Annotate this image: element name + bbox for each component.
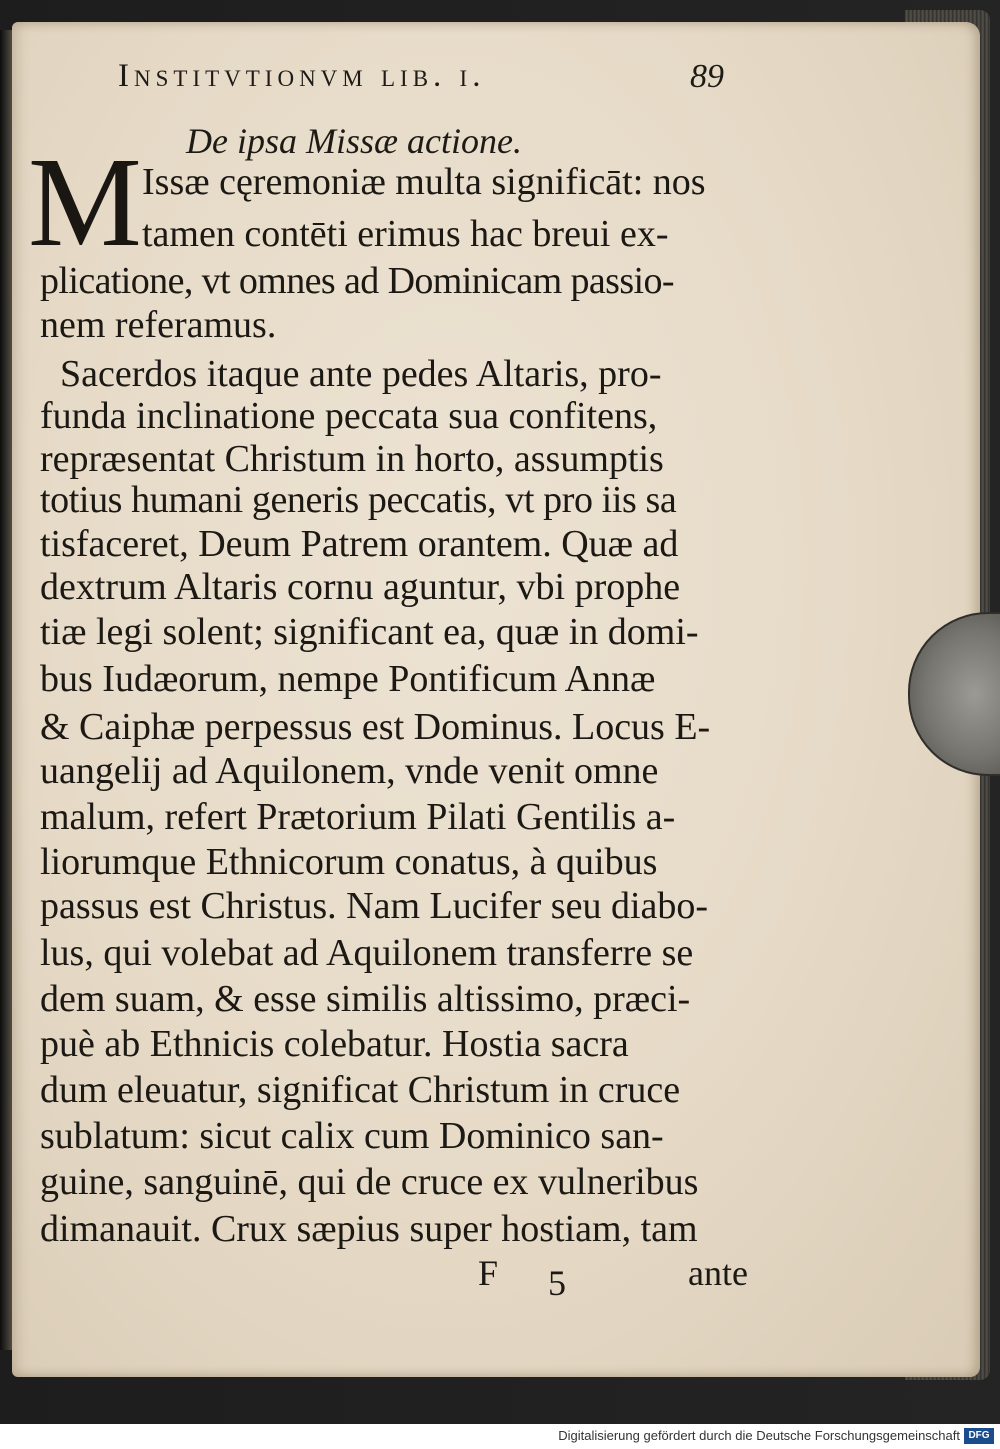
text-line: & Caiphæ perpessus est Dominus. Locus E- (40, 706, 711, 748)
funding-credit: Digitalisierung gefördert durch die Deutsche Forschungsgemeinschaft (558, 1428, 960, 1443)
text-line: tiæ legi solent; significant ea, quæ in domi- (40, 611, 699, 653)
running-title: Institvtionvm lib. i. (118, 58, 486, 94)
text-line: lus, qui volebat ad Aquilonem transferre se (40, 932, 694, 974)
dfg-logo: DFG (964, 1428, 994, 1444)
text-line: liorumque Ethnicorum conatus, à quibus (40, 841, 658, 883)
text-line: funda inclinatione peccata sua confitens, (40, 395, 658, 437)
text-line: repræsentat Christum in horto, assumptis (40, 438, 664, 480)
text-line: tamen contēti erimus hac breui ex- (142, 213, 669, 255)
footer-bar (0, 1424, 1000, 1449)
text-line: plicatione, vt omnes ad Dominicam passio- (40, 260, 674, 302)
signature-mark: F (478, 1253, 499, 1293)
text-line: nem referamus. (40, 304, 277, 346)
text-line: passus est Christus. Nam Lucifer seu diabo- (40, 885, 709, 927)
section-heading: De ipsa Missæ actione. (186, 121, 522, 161)
drop-cap: M (28, 131, 142, 273)
text-line: bus Iudæorum, nempe Pontificum Annæ (40, 658, 656, 700)
catchword: ante (688, 1253, 748, 1293)
text-line: dextrum Altaris cornu aguntur, vbi prophe (40, 566, 681, 608)
text-line: tisfaceret, Deum Patrem orantem. Quæ ad (40, 523, 679, 565)
text-line: malum, refert Prætorium Pilati Gentilis a- (40, 796, 676, 838)
text-line: uangelij ad Aquilonem, vnde venit omne (40, 750, 659, 792)
text-line: dem suam, & esse similis altissimo, præci- (40, 978, 691, 1020)
text-line: sublatum: sicut calix cum Dominico san- (40, 1115, 664, 1157)
text-line: dimanauit. Crux sæpius super hostiam, tam (40, 1208, 698, 1250)
signature-number: 5 (548, 1263, 566, 1303)
text-line: dum eleuatur, significat Christum in cruce (40, 1069, 681, 1111)
text-line: guine, sanguinē, qui de cruce ex vulneribus (40, 1161, 699, 1203)
folio-number: 89 (690, 58, 724, 95)
text-line: Sacerdos itaque ante pedes Altaris, pro- (60, 353, 662, 395)
text-line: totius humani generis peccatis, vt pro iis sa (40, 479, 677, 521)
text-line: Issæ cęremoniæ multa significāt: nos (142, 161, 706, 203)
text-line: puè ab Ethnicis colebatur. Hostia sacra (40, 1023, 629, 1065)
